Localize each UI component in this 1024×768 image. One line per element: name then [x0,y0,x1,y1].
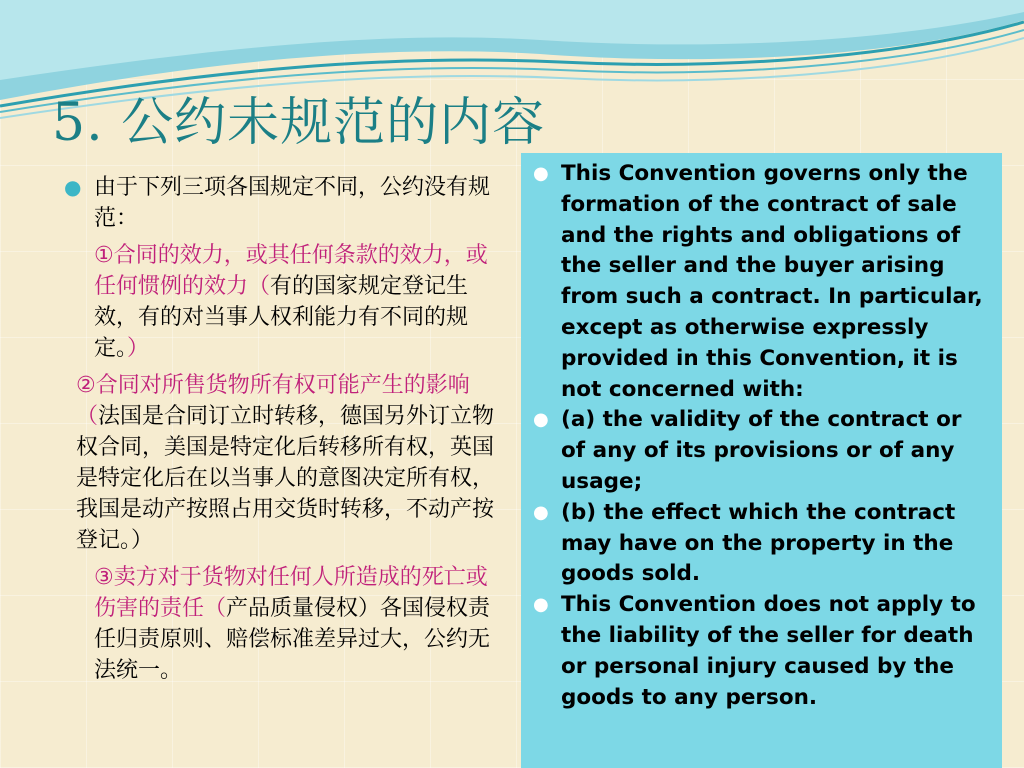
item-3 [64,562,504,686]
item-1 [64,240,504,364]
convention-bullet [533,159,992,405]
item-1-close: ） [127,336,150,361]
item-3-heading: ③卖方对于货物对任何人所造成的死亡或伤害的责任（ [94,565,488,621]
convention-text: (a) the validity of the contract or of any of its provisions or of any usage; [561,407,962,494]
item-1-heading: ①合同的效力，或其任何条款的效力，或任何惯例的效力（ [94,243,488,299]
bullet-dot-icon: ● [533,501,549,523]
convention-bullet [533,405,992,497]
bullet-dot-icon: ● [533,163,549,184]
bullet-dot-icon: ● [64,175,82,199]
left-column [64,172,504,686]
convention-text: This Convention does not apply to the liability of the seller for death or personal injury caused by the goods to any person. [561,592,976,710]
convention-bullet [533,498,992,590]
left-bullet [64,172,504,234]
page-title: 5. 公约未规范的内容 [52,93,546,153]
convention-bullet [533,590,992,713]
convention-text: (b) the effect which the contract may have on the property in the goods sold. [561,499,956,587]
item-3-detail: 产品质量侵权）各国侵权责任归责原则、赔偿标准差异过大，公约无法统一。 [94,596,491,683]
bullet-dot-icon: ● [533,594,549,616]
convention-text: This Convention governs only the formation of the contract of sale and the rights and obligations of the seller and the buyer arising from such a contract. In particular, except as otherwise expressly provided in this Convention, it is not concerned with: [561,161,983,402]
item-1-detail: 有的国家规定登记生效，有的对当事人权利能力有不同的规定。 [94,274,469,361]
intro-text: 由于下列三项各国规定不同，公约没有规范： [94,175,491,231]
convention-panel [521,153,1002,768]
item-2-detail: 法国是合同订立时转移，德国另外订立物权合同，美国是特定化后转移所有权，英国是特定化后在以当事人的意图决定所有权，我国是动产按照占用交货时转移，不动产按登记。） [76,404,495,553]
bullet-dot-icon: ● [533,409,549,431]
item-2-heading: ②合同对所售货物所有权可能产生的影响（ [76,373,470,429]
item-2 [64,370,504,556]
convention-list [533,159,992,713]
